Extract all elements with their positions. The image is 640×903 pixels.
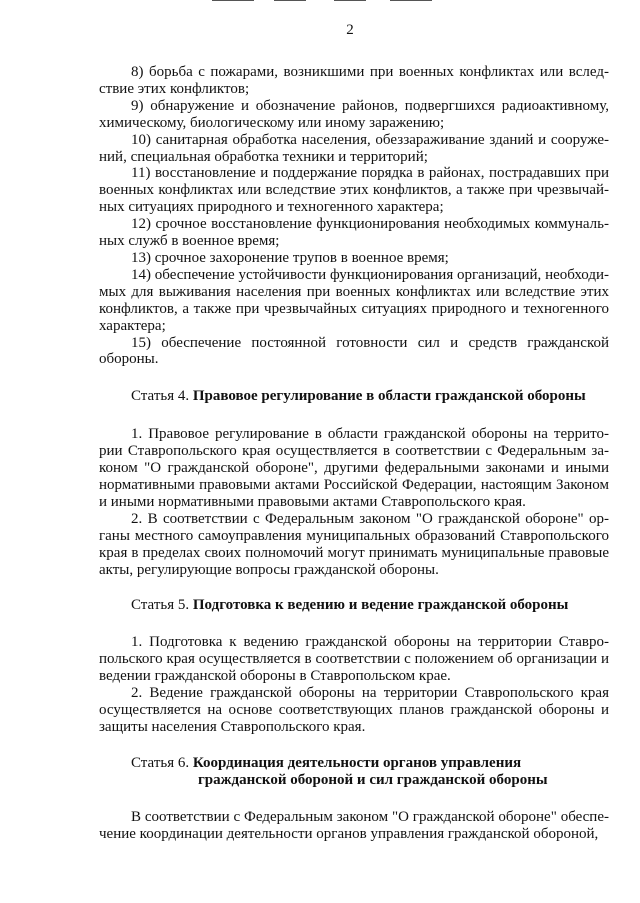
page-number: 2 [346, 22, 354, 38]
document-body [99, 64, 609, 843]
top-edge-marks [212, 0, 432, 2]
article-6-title-line-1: Координация деятельности органов управления [192, 754, 522, 771]
list-item-9: 9) обнаружение и обозначение районов, подвергшихся радиоактивному, химическому, биологическому или иному заражению; [99, 97, 609, 131]
article-4-title: Правовое регулирование в области гражданской обороны [192, 388, 586, 405]
list-item-11: 11) восстановление и поддержание порядка в районах, пострадавших при военных конфликтах или вследствие этих конфликтов, а также при чрезвычайных ситуациях природного и техногенного характера; [99, 165, 609, 216]
list-item-8: 8) борьба с пожарами, возникшими при военных конфликтах или вследствие этих конфликтов; [99, 64, 609, 97]
article-6-paragraph-1: В соответствии с Федеральным законом "О гражданской обороне" обеспечение координации деятельности органов управления гражданской обороной, [99, 808, 609, 842]
article-6-title-line-2: гражданской обороной и сил гражданской обороны [198, 771, 548, 788]
article-5-prefix: Статья 5. [131, 597, 190, 614]
article-5-title: Подготовка к ведению и ведение гражданской обороны [192, 597, 569, 614]
article-6-heading [99, 755, 609, 789]
article-4-paragraph-2: 2. В соответствии с Федеральным законом "О гражданской обороне" органы местного самоуправления муниципальных образований Ставропольского края в пределах своих полномочий могут принимать муниципальные правовые акты, регулирующие вопросы гражданской обороны. [99, 510, 609, 578]
list-item-14: 14) обеспечение устойчивости функционирования организаций, необходимых для выживания населения при военных конфликтах или вследствие этих конфликтов, а также при чрезвычайных ситуациях природного и техногенного характера; [99, 266, 609, 334]
article-6-body [99, 809, 609, 843]
article-4-body [99, 426, 609, 578]
article-5-body [99, 634, 609, 735]
article-4-paragraph-1: 1. Правовое регулирование в области гражданской обороны на территории Ставропольского края осуществляется в соответствии с Федеральным законом "О гражданской обороне", другими федеральными законами и иными нормативными правовыми актами Российской Федерации, настоящим Законом и иными нормативными правовыми актами Ставропольского края. [99, 426, 609, 510]
list-item-10: 10) санитарная обработка населения, обеззараживание зданий и сооружений, специальная обработка техники и территорий; [99, 131, 609, 165]
list-item-12: 12) срочное восстановление функционирования необходимых коммунальных служб в военное время; [99, 216, 609, 250]
article-5-heading [99, 597, 609, 614]
list-section [99, 64, 609, 368]
article-4-heading [99, 388, 609, 405]
article-5-paragraph-2: 2. Ведение гражданской обороны на территории Ставропольского края осуществляется на основе соответствующих планов гражданской обороны и защиты населения Ставропольского края. [99, 685, 609, 735]
article-4-prefix: Статья 4. [131, 388, 190, 405]
article-5-paragraph-1: 1. Подготовка к ведению гражданской обороны на территории Ставропольского края осуществляется в соответствии с положением об организации и ведении гражданской обороны в Ставропольском крае. [99, 634, 609, 685]
article-6-prefix: Статья 6. [131, 754, 190, 771]
list-item-13: 13) срочное захоронение трупов в военное время; [131, 249, 449, 266]
list-item-15: 15) обеспечение постоянной готовности сил и средств гражданской обороны. [99, 334, 609, 368]
